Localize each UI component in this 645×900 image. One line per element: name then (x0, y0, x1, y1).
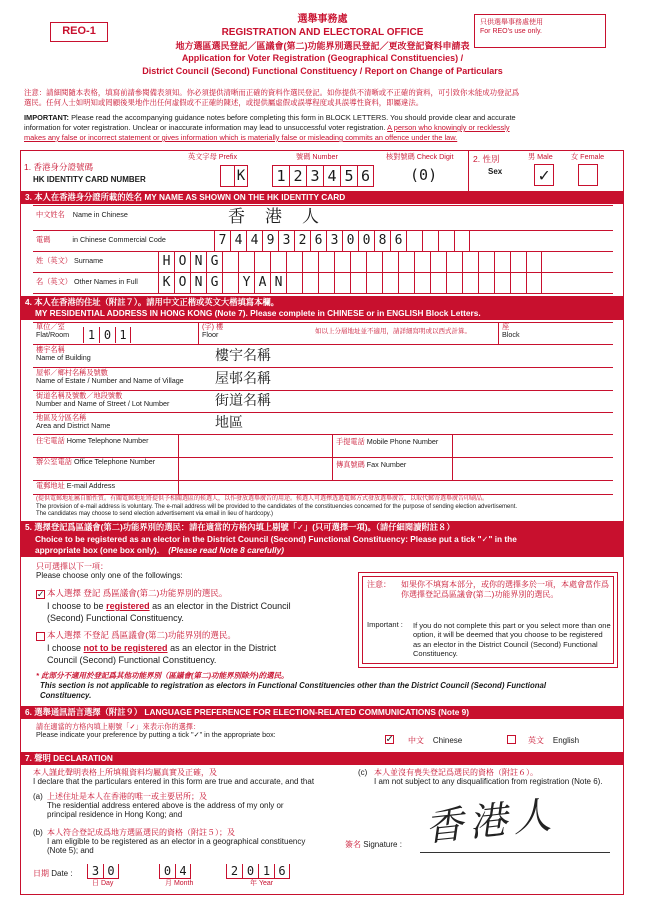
number-label: 號碼 Number (296, 152, 338, 161)
code-digit[interactable]: 3 (278, 231, 294, 251)
street-label-en: Number and Name of Street / Lot Number (36, 399, 170, 409)
id-prefix-2[interactable]: K (234, 166, 248, 186)
surname-letter[interactable]: N (190, 252, 206, 272)
other-name-letter[interactable]: N (270, 273, 286, 293)
other-name-letter[interactable] (414, 273, 430, 293)
surname-boxes[interactable] (158, 252, 542, 272)
cn-name-char: 人 (302, 207, 319, 226)
check-digit-group[interactable] (410, 165, 437, 185)
code-digit[interactable]: 2 (294, 231, 310, 251)
office-use-en: For REO's use only. (480, 28, 542, 36)
date-year-digit[interactable]: 6 (274, 864, 290, 878)
choose-zh: 只可選擇以下一項： (36, 562, 108, 571)
date-year-boxes[interactable] (226, 864, 290, 879)
english-zh: 英文 (528, 736, 544, 745)
code-digit[interactable]: 3 (326, 231, 342, 251)
decl-a-label: (a) (33, 792, 43, 801)
block-label-en: Block (502, 330, 520, 340)
code-digit[interactable]: 4 (246, 231, 262, 251)
date-year-digit[interactable]: 0 (242, 864, 258, 878)
decl-b-en-1: I am eligible to be registered as an elector in a geographical constituency (47, 837, 306, 847)
opt2-en-2: as an elector in the District (170, 643, 277, 653)
surname-letter[interactable] (510, 252, 526, 272)
female-label: 女 Female (571, 152, 605, 161)
check-digit[interactable]: 0 (419, 166, 429, 184)
male-label: 男 Male (528, 152, 553, 161)
s7-header: 7. 聲明 DECLARATION (21, 752, 623, 765)
chinese-checkbox[interactable]: ✓ (386, 732, 393, 745)
surname-letter[interactable] (398, 252, 414, 272)
other-name-letter[interactable]: G (206, 273, 222, 293)
other-name-letter[interactable] (366, 273, 382, 293)
surname-label-zh: 姓（英文） (36, 256, 72, 265)
day-label: 日 Day (92, 880, 114, 887)
prefix-label: 英文字母 Prefix (188, 152, 238, 161)
surname-letter[interactable] (526, 252, 542, 272)
flat-boxes[interactable] (83, 327, 131, 343)
surname-letter[interactable] (286, 252, 302, 272)
id-number-boxes[interactable] (272, 165, 374, 187)
other-name-letter[interactable] (382, 273, 398, 293)
opt1-en-1: I choose to be (47, 601, 104, 611)
opt2-en-1: I choose (47, 643, 82, 653)
decl-c-zh: 本人並沒有喪失登記爲選民的資格（附註６）。 (374, 768, 538, 777)
other-name-letter[interactable] (286, 273, 302, 293)
english-checkbox[interactable] (507, 735, 516, 744)
flat-label-zh: 單位／室 (36, 322, 65, 331)
opt1-en-2: as an elector in the District Council (152, 601, 291, 611)
office-name-zh: 選舉事務處 (297, 14, 348, 25)
id-digit[interactable]: 4 (323, 166, 340, 186)
block-label-zh: 座 (502, 322, 510, 331)
other-name-letter[interactable]: Y (238, 273, 254, 293)
chinese-zh: 中文 (408, 736, 424, 745)
decl-b-label: (b) (33, 828, 43, 837)
opt2-en-underline: not to be registered (83, 643, 168, 653)
check-paren-right: ) (428, 166, 438, 184)
date-year-digit[interactable]: 2 (226, 864, 242, 878)
surname-letter[interactable] (350, 252, 366, 272)
decl-c-en: I am not subject to any disqualification from registration (Note 6). (374, 777, 603, 787)
notice-en-1: Please read the accompanying guidance notes before completing this form in BLOCK LETTERS. You should provide clear and accurate (71, 113, 516, 122)
other-name-letter[interactable] (446, 273, 462, 293)
opt1-en-3: (Second) Functional Constituency. (47, 613, 184, 623)
surname-letter[interactable] (302, 252, 318, 272)
surname-letter[interactable] (318, 252, 334, 272)
mobile-label-en: Mobile Phone Number (366, 437, 439, 446)
date-year-digit[interactable]: 1 (258, 864, 274, 878)
decl-l1-zh: 本人謹此聲明表格上所填報資料均屬真實及正確，及 (33, 768, 217, 777)
s5-header-zh: 5. 選擇登記爲區議會(第二)功能界別的選民：請在適當的方格內填上剔號「✓」(只可選擇一項)。（請仔細閱讀附註８） (25, 522, 455, 532)
s3-header: 3. 本人在香港身分證所載的姓名 MY NAME AS SHOWN ON THE HK IDENTITY CARD (21, 191, 623, 204)
date-month-digit[interactable]: 4 (175, 864, 191, 878)
surname-label-en: Surname (73, 256, 104, 265)
important-zh-label: 注意： (367, 580, 391, 589)
surname-letter[interactable]: H (158, 252, 174, 272)
date-label-zh: 日期 (33, 869, 49, 878)
opt1-zh: 本人選擇 登記 爲區議會(第二)功能界別的選民。 (47, 588, 228, 598)
surname-letter[interactable]: O (174, 252, 190, 272)
s5-footnote-en-1: This section is not applicable to registration as electors in Functional Constituencies other than the District Council (Second) Functional (40, 681, 546, 690)
code-digit[interactable]: 4 (230, 231, 246, 251)
signature-label-en: Signature : (363, 840, 402, 849)
form-title-en-1: Application for Voter Registration (Geographical Constituencies) / (181, 53, 464, 63)
s4-header-en: MY RESIDENTIAL ADDRESS IN HONG KONG (Note 7). Please complete in CHINESE or in ENGLISH Block Letters. (35, 308, 481, 318)
other-name-letter[interactable] (510, 273, 526, 293)
block-note: 如以上分層地址並不適用，請詳細寫明或以西式計算。 (315, 328, 471, 335)
surname-letter[interactable] (366, 252, 382, 272)
form-title-zh: 地方選區選民登記／區議會(第二)功能界別選民登記／更改登記資料申請表 (175, 41, 470, 51)
other-name-letter[interactable] (462, 273, 478, 293)
cn-name-char: 香 (228, 207, 245, 226)
surname-letter[interactable] (462, 252, 478, 272)
decl-l1-en: I declare that the particulars entered in this form are true and accurate, and that (33, 777, 315, 787)
decl-b-en-2: (Note 5); and (47, 846, 94, 856)
email-note-en-1: The provision of e-mail address is voluntary. The e-mail address will be provided to the candidates of the constituencies concerned for the purpose of sending election advertisement. (36, 504, 518, 510)
mobile-label-zh: 手提電話 (336, 437, 365, 446)
important-zh: 如果你不填寫本部分，或你的選擇多於一項，本處會當作爲你選擇登記爲區議會(第二)功能界別的選民。 (401, 580, 609, 600)
code-digit[interactable] (422, 231, 438, 251)
s4-header-zh: 4. 本人在香港的住址（附註７）。請用中文正楷或英文大楷填寫本欄。 (25, 297, 279, 307)
estate-label-en: Name of Estate / Number and Name of Village (36, 376, 184, 386)
email-label-zh: 電郵地址 (36, 481, 65, 490)
year-label: 年 Year (250, 880, 274, 887)
month-label: 月 Month (165, 880, 194, 887)
code-digit[interactable]: 6 (390, 231, 406, 251)
street-value[interactable]: 街道名稱 (215, 393, 271, 409)
male-checkbox[interactable]: ✓ (534, 164, 554, 186)
code-digit[interactable] (454, 231, 470, 251)
date-month-boxes[interactable] (159, 864, 191, 879)
id-prefix-boxes[interactable] (220, 165, 248, 187)
id-digit[interactable]: 3 (306, 166, 323, 186)
s5-important-box (358, 572, 618, 668)
id-digit[interactable]: 5 (340, 166, 357, 186)
notice-zh-1: 注意：請細閱隨本表格，填寫前請參閱備表須知。你必須提供清晰而正確的資料作選民登記。如你提供不清晰或不正確的資料，可引致你未能成功登記爲 (24, 88, 520, 97)
important-en: If you do not complete this part or you select more than one option, it will be deemed that you choose to be registered as an elector in the District Council (Second) Functional Constituency. (413, 621, 611, 659)
surname-letter[interactable] (382, 252, 398, 272)
s4-header (21, 296, 623, 320)
other-name-letter[interactable] (430, 273, 446, 293)
decl-c-label: (c) (358, 768, 368, 777)
s5-header-en-2: appropriate box (one box only). (35, 545, 159, 555)
s5-footnote-zh: * 此部分不適用於登記爲其他功能界別（區議會(第二)功能界別除外)的選民。 (36, 671, 289, 680)
other-names-label-en: Other Names in Full (73, 277, 138, 286)
surname-letter[interactable] (222, 252, 238, 272)
notice-en-3: makes any false or incorrect statement or gives information which is materially false or misleading commits an offence under the law. (24, 133, 458, 142)
other-name-letter[interactable] (494, 273, 510, 293)
office-phone-label-en: Office Telephone Number (73, 457, 156, 466)
notice-en-2b: A person who knowingly or recklessly (387, 123, 510, 132)
s1-num: 1. (24, 162, 32, 172)
s2-title-zh: 性別 (482, 154, 500, 164)
surname-letter[interactable] (494, 252, 510, 272)
fax-label-en: Fax Number (366, 460, 407, 469)
surname-letter[interactable] (270, 252, 286, 272)
s6-header: 6. 選舉通訊語言選擇（附註９） LANGUAGE PREFERENCE FOR ELECTION-RELATED COMMUNICATIONS (Note 9) (21, 706, 623, 719)
office-phone-label-zh: 辦公室電話 (36, 457, 72, 466)
cn-name-label-zh: 中文姓名 (36, 210, 65, 219)
s5-header (21, 521, 623, 557)
signature[interactable]: 香港人 (422, 792, 559, 850)
date-day-digit[interactable]: 3 (87, 864, 103, 878)
notice-zh-2: 選民。任何人士如明知或罔顧後果地作出任何虛假或不正確的陳述，或提供屬虛假或誤導程度或具誤導性資料，即屬違法。 (24, 98, 424, 107)
email-label-en: E-mail Address (66, 481, 116, 490)
decl-a-zh: 上述住址是本人在香港的唯一或主要居所；及 (47, 792, 207, 801)
other-name-letter[interactable]: O (174, 273, 190, 293)
check-digit-label: 核對號碼 Check Digit (386, 152, 454, 161)
s2-title-en: Sex (488, 167, 503, 176)
other-names-boxes[interactable] (158, 273, 542, 293)
id-digit[interactable]: 6 (357, 166, 374, 186)
other-name-letter[interactable] (398, 273, 414, 293)
surname-letter[interactable] (238, 252, 254, 272)
surname-letter[interactable] (430, 252, 446, 272)
floor-label-zh: (字) 樓 (202, 322, 224, 331)
s5-header-en-3: (Please read Note 8 carefully) (168, 545, 284, 555)
flat-label-en: Flat/Room (36, 330, 70, 340)
other-name-letter[interactable] (526, 273, 542, 293)
notice-en-2: information for voter registration. Unclear or inaccurate information may lead to unsuccessful voter registration. (24, 123, 386, 132)
other-name-letter[interactable]: N (190, 273, 206, 293)
code-digit[interactable]: 8 (374, 231, 390, 251)
decl-a-en-2: principal residence in Hong Kong; and (47, 810, 183, 820)
email-note-zh: (提供電郵地址屬自願性質。有關電郵地址將提供予相關選區的候選人，以作發放選舉廣告的用途。候選人可選擇透過電郵方式發放選舉廣告，以取代郵寄選舉廣告印刷品。 (36, 496, 489, 502)
code-digit[interactable]: 7 (214, 231, 230, 251)
lang-ins-en: Please indicate your preference by putting a tick "✓" in the appropriate box: (36, 730, 276, 740)
code-digit[interactable]: 0 (358, 231, 374, 251)
code-digit[interactable]: 9 (262, 231, 278, 251)
cn-name-label-en: Name in Chinese (72, 210, 128, 219)
female-checkbox[interactable] (578, 164, 598, 186)
decl-b-zh: 本人符合登記成爲地方選區選民的資格（附註５）；及 (47, 828, 235, 837)
other-name-letter[interactable] (302, 273, 318, 293)
building-value[interactable]: 樓宇名稱 (215, 348, 271, 364)
id-prefix-1[interactable] (220, 166, 234, 186)
notice-important-label: IMPORTANT: (24, 113, 70, 122)
code-label-zh: 電碼 (36, 235, 51, 244)
english-en: English (552, 736, 580, 745)
surname-letter[interactable]: G (206, 252, 222, 272)
check-paren-left: ( (410, 166, 420, 184)
other-name-letter[interactable]: K (158, 273, 174, 293)
office-use-zh: 只供選舉事務處使用 (480, 19, 543, 26)
home-phone-label-en: Home Telephone Number (66, 436, 149, 445)
register-checkbox[interactable]: ✓ (37, 589, 44, 600)
code-digit[interactable] (406, 231, 422, 251)
s1-title-en: HK IDENTITY CARD NUMBER (33, 175, 146, 184)
office-name-en: REGISTRATION AND ELECTORAL OFFICE (221, 27, 424, 38)
estate-label-zh: 屋邨／鄉村名稱及號數 (36, 368, 108, 377)
s2-num: 2. (473, 154, 481, 164)
floor-label-en: Floor (202, 330, 219, 340)
fax-label-zh: 傳真號碼 (336, 460, 365, 469)
code-digit[interactable] (438, 231, 454, 251)
chinese-en: Chinese (432, 736, 463, 745)
surname-letter[interactable] (334, 252, 350, 272)
opt2-zh: 本人選擇 不登記 爲區議會(第二)功能界別的選民。 (47, 630, 236, 640)
code-digit[interactable]: 6 (310, 231, 326, 251)
opt1-en-underline: registered (106, 601, 150, 611)
cn-name-char: 港 (265, 207, 282, 226)
surname-letter[interactable] (414, 252, 430, 272)
decl-a-en-1: The residential address entered above is the address of my only or (47, 801, 284, 811)
email-note-en-2: The candidates may choose to send election advertisement via email in lieu of hardcopy.) (36, 511, 274, 517)
date-label-en: Date : (51, 869, 73, 878)
other-name-letter[interactable]: A (254, 273, 270, 293)
id-digit[interactable]: 1 (272, 166, 289, 186)
not-register-checkbox[interactable] (36, 632, 45, 641)
other-name-letter[interactable] (222, 273, 238, 293)
id-digit[interactable]: 2 (289, 166, 306, 186)
lang-ins-zh: 請在適當的方格內填上剔號「✓」來表示你的選擇： (36, 722, 201, 731)
other-name-letter[interactable] (318, 273, 334, 293)
code-digit[interactable]: 0 (342, 231, 358, 251)
code-label-en: in Chinese Commercial Code (72, 235, 166, 244)
s5-footnote-en-2: Constituency. (40, 691, 92, 700)
surname-letter[interactable] (254, 252, 270, 272)
surname-letter[interactable] (446, 252, 462, 272)
other-name-letter[interactable] (350, 273, 366, 293)
important-en-label: Important : (367, 620, 403, 629)
flat-digit[interactable]: 1 (115, 327, 131, 343)
surname-letter[interactable] (478, 252, 494, 272)
s1-title-zh: 香港身分證號碼 (33, 162, 93, 172)
building-label-zh: 樓宇名稱 (36, 345, 65, 354)
other-name-letter[interactable] (478, 273, 494, 293)
home-phone-label-zh: 住宅電話 (36, 436, 65, 445)
flat-digit[interactable]: 1 (83, 327, 99, 343)
other-names-label-zh: 名（英文） (36, 277, 72, 286)
area-label-zh: 地區及分區名稱 (36, 413, 87, 422)
flat-digit[interactable]: 0 (99, 327, 115, 343)
commercial-code-boxes[interactable] (214, 231, 470, 251)
date-month-digit[interactable]: 0 (159, 864, 175, 878)
area-value[interactable]: 地區 (215, 415, 243, 431)
cn-name-value[interactable] (228, 207, 319, 227)
date-day-boxes[interactable] (87, 864, 119, 879)
date-day-digit[interactable]: 0 (103, 864, 119, 878)
area-label-en: Area and District Name (36, 421, 111, 431)
choose-en: Please choose only one of the followings: (36, 571, 183, 581)
building-label-en: Name of Building (36, 353, 91, 363)
s5-header-en-1: Choice to be registered as an elector in the District Council (Second) Functional Constituency: Please put a tick "✓" in the (35, 533, 517, 544)
signature-label-zh: 簽名 (345, 840, 361, 849)
street-label-zh: 街道名稱及號數／地段號數 (36, 391, 123, 400)
form-title-en-2: District Council (Second) Functional Constituency / Report on Change of Particulars (142, 66, 503, 76)
other-name-letter[interactable] (334, 273, 350, 293)
form-number: REO-1 (50, 22, 108, 42)
estate-value[interactable]: 屋邨名稱 (215, 371, 271, 387)
opt2-en-3: Council (Second) Functional Constituency. (47, 655, 217, 665)
